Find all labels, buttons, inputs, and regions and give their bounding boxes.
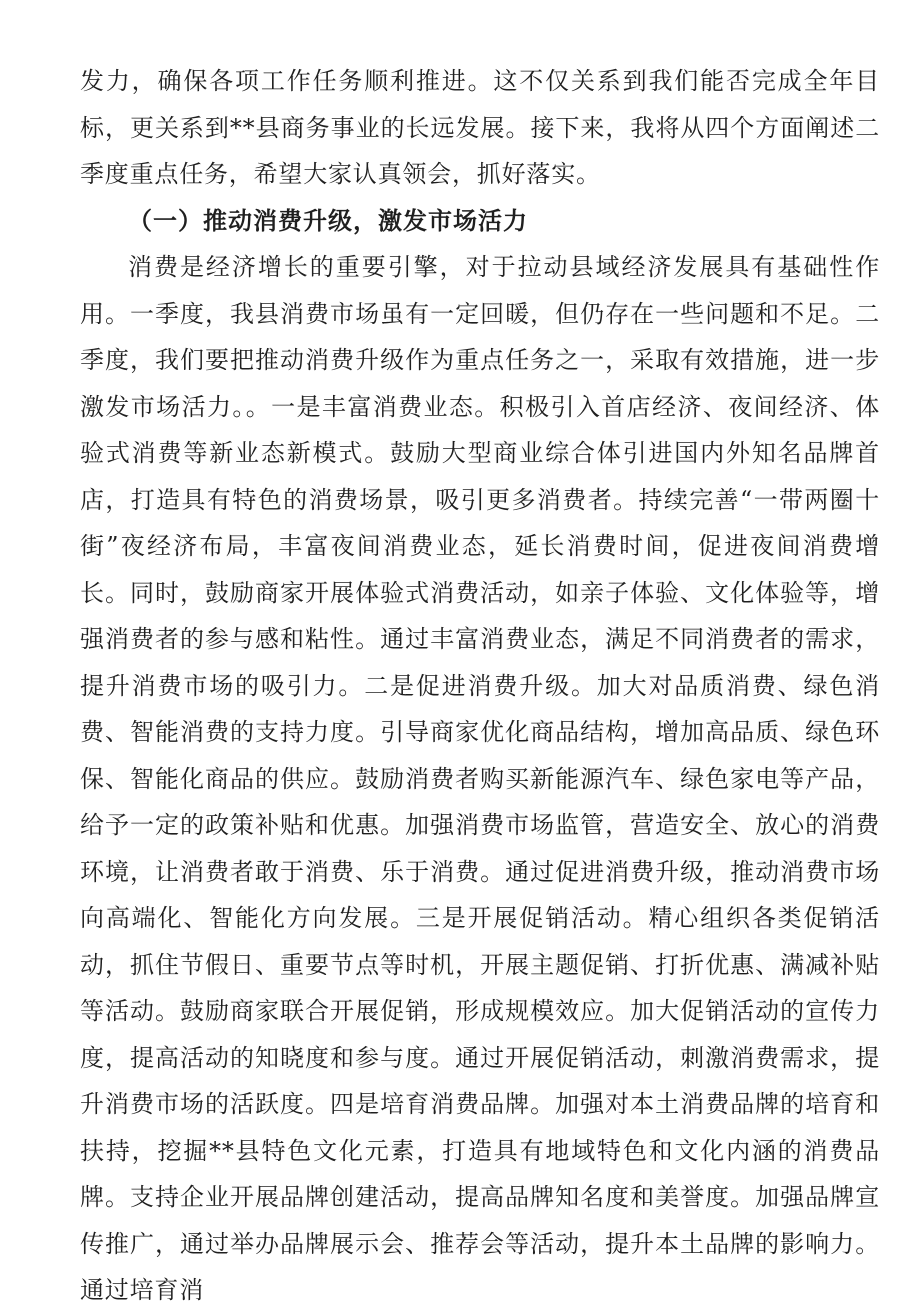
- section-body-paragraph: 消费是经济增长的重要引擎，对于拉动县域经济发展具有基础性作用。一季度，我县消费市场虽有一定回暖，但仍存在一些问题和不足。二季度，我们要把推动消费升级作为重点任务之一，采取有效措施，进一步激发市场活力。。一是丰富消费业态。积极引入首店经济、夜间经济、体验式消费等新业态新模式。鼓励大型商业综合体引进国内外知名品牌首店，打造具有特色的消费场景，吸引更多消费者。持续完善“一带两圈十街”夜经济布局，丰富夜间消费业态，延长消费时间，促进夜间消费增长。同时，鼓励商家开展体验式消费活动，如亲子体验、文化体验等，增强消费者的参与感和粘性。通过丰富消费业态，满足不同消费者的需求，提升消费市场的吸引力。二是促进消费升级。加大对品质消费、绿色消费、智能消费的支持力度。引导商家优化商品结构，增加高品质、绿色环保、智能化商品的供应。鼓励消费者购买新能源汽车、绿色家电等产品，给予一定的政策补贴和优惠。加强消费市场监管，营造安全、放心的消费环境，让消费者敢于消费、乐于消费。通过促进消费升级，推动消费市场向高端化、智能化方向发展。三是开展促销活动。精心组织各类促销活动，抓住节假日、重要节点等时机，开展主题促销、打折优惠、满减补贴等活动。鼓励商家联合开展促销，形成规模效应。加大促销活动的宣传力度，提高活动的知晓度和参与度。通过开展促销活动，刺激消费需求，提升消费市场的活跃度。四是培育消费品牌。加强对本土消费品牌的培育和扶持，挖掘**县特色文化元素，打造具有地域特色和文化内涵的消费品牌。支持企业开展品牌创建活动，提高品牌知名度和美誉度。加强品牌宣传推广，通过举办品牌展示会、推荐会等活动，提升本土品牌的影响力。通过培育消: [80, 253, 880, 1304]
- section-heading: （一）推动消费升级，激发市场活力: [128, 206, 528, 235]
- intro-paragraph: 发力，确保各项工作任务顺利推进。这不仅关系到我们能否完成全年目标，更关系到**县商务事业的长远发展。接下来，我将从四个方面阐述二季度重点任务，希望大家认真领会，抓好落实。: [80, 67, 880, 188]
- document-body: [80, 58, 880, 1314]
